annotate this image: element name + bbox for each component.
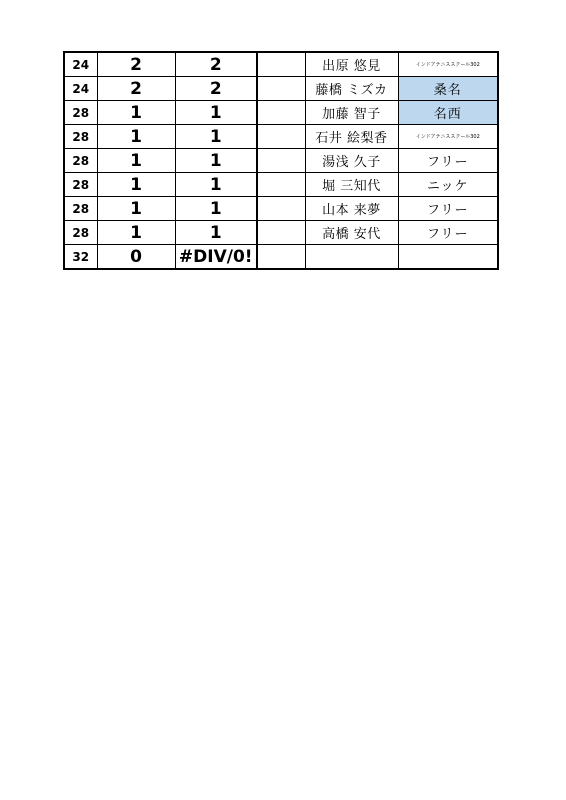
points-cell[interactable]: 1 (175, 149, 257, 173)
points-cell[interactable]: #DIV/0! (175, 245, 257, 270)
table-row (64, 125, 498, 149)
empty-cell[interactable] (257, 101, 305, 125)
team-cell[interactable]: インドアテニススクール302 (398, 52, 498, 77)
team-cell[interactable]: 名西 (398, 101, 498, 125)
player-name-cell[interactable]: 山本 来夢 (305, 197, 398, 221)
empty-cell[interactable] (257, 125, 305, 149)
rank-cell[interactable]: 28 (64, 221, 97, 245)
wins-cell[interactable]: 2 (97, 52, 175, 77)
team-cell[interactable]: フリー (398, 197, 498, 221)
empty-cell[interactable] (257, 173, 305, 197)
player-name-cell[interactable]: 高橋 安代 (305, 221, 398, 245)
empty-cell[interactable] (257, 149, 305, 173)
team-cell[interactable] (398, 245, 498, 270)
team-cell[interactable]: フリー (398, 221, 498, 245)
player-name-cell[interactable]: 堀 三知代 (305, 173, 398, 197)
table-row (64, 149, 498, 173)
table-row (64, 245, 498, 270)
rank-cell[interactable]: 28 (64, 125, 97, 149)
points-cell[interactable]: 2 (175, 77, 257, 101)
points-cell[interactable]: 2 (175, 52, 257, 77)
points-cell[interactable]: 1 (175, 125, 257, 149)
wins-cell[interactable]: 1 (97, 173, 175, 197)
wins-cell[interactable]: 1 (97, 149, 175, 173)
wins-cell[interactable]: 1 (97, 125, 175, 149)
table-row (64, 77, 498, 101)
empty-cell[interactable] (257, 52, 305, 77)
rank-cell[interactable]: 24 (64, 52, 97, 77)
wins-cell[interactable]: 2 (97, 77, 175, 101)
wins-cell[interactable]: 1 (97, 101, 175, 125)
rank-cell[interactable]: 28 (64, 197, 97, 221)
points-cell[interactable]: 1 (175, 197, 257, 221)
points-cell[interactable]: 1 (175, 221, 257, 245)
rank-cell[interactable]: 28 (64, 173, 97, 197)
team-cell[interactable]: フリー (398, 149, 498, 173)
team-cell[interactable]: 桑名 (398, 77, 498, 101)
player-name-cell[interactable]: 藤橋 ミズカ (305, 77, 398, 101)
rank-cell[interactable]: 24 (64, 77, 97, 101)
wins-cell[interactable]: 1 (97, 197, 175, 221)
table-row (64, 101, 498, 125)
player-name-cell[interactable]: 湯浅 久子 (305, 149, 398, 173)
player-name-cell[interactable]: 加藤 智子 (305, 101, 398, 125)
player-name-cell[interactable]: 出原 悠見 (305, 52, 398, 77)
player-name-cell[interactable]: 石井 絵梨香 (305, 125, 398, 149)
rank-cell[interactable]: 32 (64, 245, 97, 270)
player-name-cell[interactable] (305, 245, 398, 270)
results-table (63, 51, 499, 270)
rank-cell[interactable]: 28 (64, 149, 97, 173)
table-row (64, 197, 498, 221)
empty-cell[interactable] (257, 221, 305, 245)
empty-cell[interactable] (257, 245, 305, 270)
empty-cell[interactable] (257, 197, 305, 221)
points-cell[interactable]: 1 (175, 173, 257, 197)
rank-cell[interactable]: 28 (64, 101, 97, 125)
team-cell[interactable]: インドアテニススクール302 (398, 125, 498, 149)
wins-cell[interactable]: 0 (97, 245, 175, 270)
spreadsheet-page (63, 51, 497, 266)
table-row (64, 52, 498, 77)
table-row (64, 221, 498, 245)
wins-cell[interactable]: 1 (97, 221, 175, 245)
empty-cell[interactable] (257, 77, 305, 101)
points-cell[interactable]: 1 (175, 101, 257, 125)
team-cell[interactable]: ニッケ (398, 173, 498, 197)
table-row (64, 173, 498, 197)
